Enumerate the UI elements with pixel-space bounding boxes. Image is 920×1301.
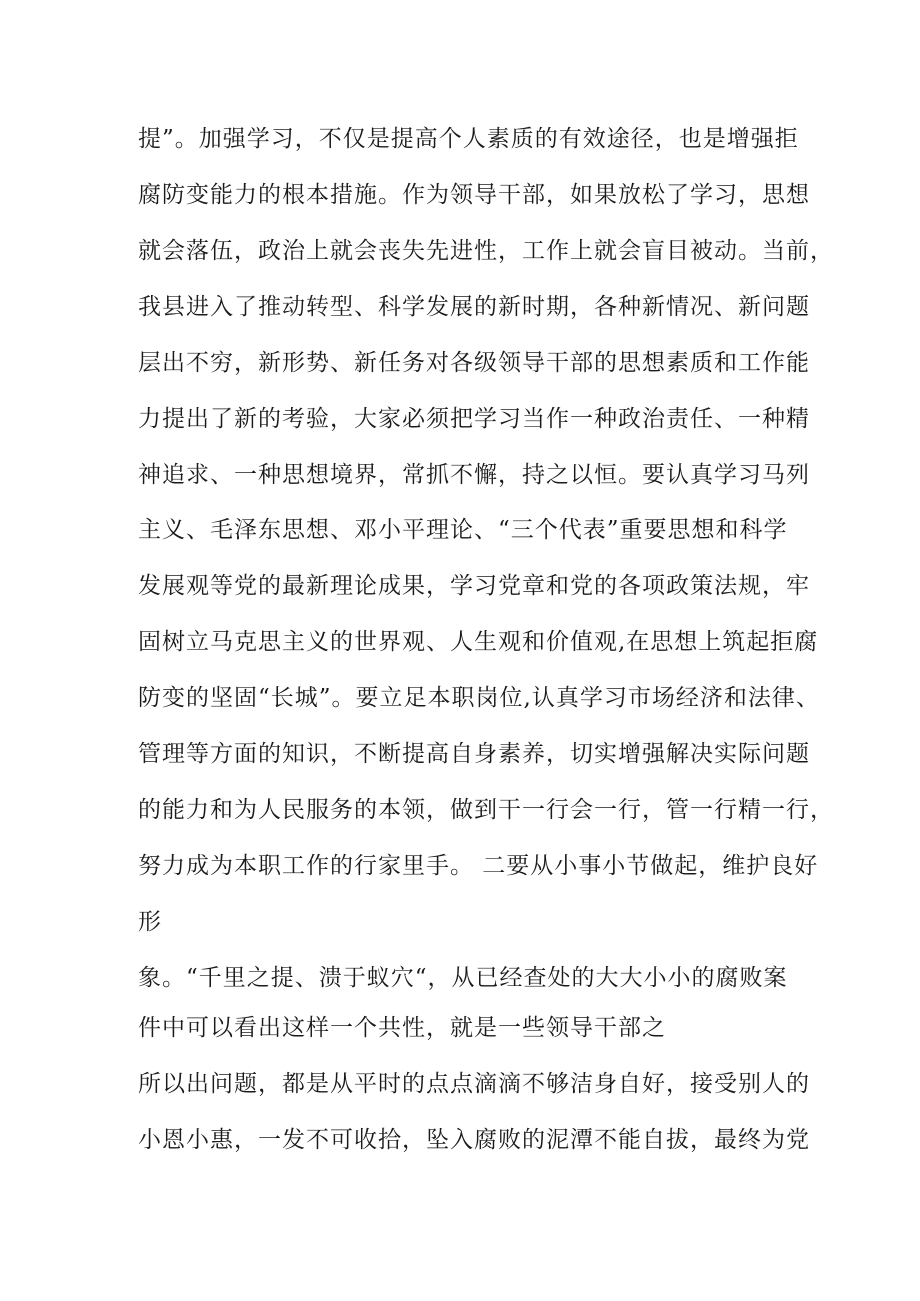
text-line-18: 所以出问题，都是从平时的点点滴滴不够洁身自好，接受别人的 — [138, 1071, 810, 1097]
text-line-3: 就会落伍，政治上就会丧失先进性，工作上就会盲目被动。当前， — [138, 238, 834, 264]
text-line-2: 腐防变能力的根本措施。作为领导干部，如果放松了学习，思想 — [138, 182, 810, 208]
text-line-11: 防变的坚固“长城”。要立足本职岗位,认真学习市场经济和法律、 — [138, 685, 820, 711]
text-line-4: 我县进入了推动转型、科学发展的新时期，各种新情况、新问题 — [138, 294, 810, 320]
text-line-13: 的能力和为人民服务的本领，做到干一行会一行，管一行精一行， — [138, 797, 834, 823]
text-line-15: 形 — [138, 909, 162, 935]
text-line-10: 固树立马克思主义的世界观、人生观和价值观,在思想上筑起拒腐 — [138, 629, 819, 655]
text-line-5: 层出不穷，新形势、新任务对各级领导干部的思想素质和工作能 — [138, 350, 810, 376]
text-line-17: 件中可以看出这样一个共性，就是一些领导干部之 — [138, 1015, 666, 1041]
text-line-1: 提”。加强学习，不仅是提高个人素质的有效途径，也是增强拒 — [138, 126, 799, 152]
text-line-14: 努力成为本职工作的行家里手。 二要从小事小节做起，维护良好 — [138, 853, 819, 879]
text-line-16: 象。“千里之提、溃于蚁穴“，从已经查处的大大小小的腐败案 — [138, 965, 788, 991]
text-line-8: 主义、毛泽东思想、邓小平理论、“三个代表”重要思想和科学 — [138, 517, 788, 543]
text-line-12: 管理等方面的知识，不断提高自身素养，切实增强解决实际问题 — [138, 741, 810, 767]
text-line-6: 力提出了新的考验，大家必须把学习当作一种政治责任、一种精 — [138, 406, 810, 432]
text-line-9: 发展观等党的最新理论成果，学习党章和党的各项政策法规，牢 — [138, 573, 810, 599]
text-line-7: 神追求、一种思想境界，常抓不懈，持之以恒。要认真学习马列 — [138, 462, 810, 488]
text-line-19: 小恩小惠，一发不可收拾，坠入腐败的泥潭不能自拔，最终为党 — [138, 1127, 810, 1153]
